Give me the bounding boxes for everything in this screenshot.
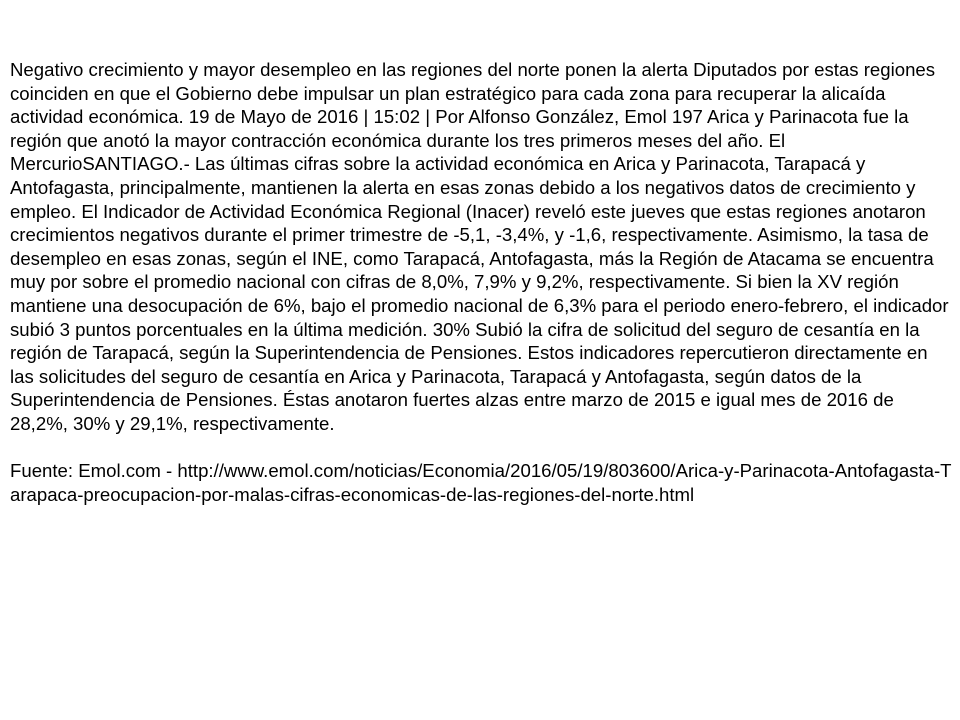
article-paragraph: Negativo crecimiento y mayor desempleo en las regiones del norte ponen la alerta Diputados por estas regiones coinciden en que el Gobierno debe impulsar un plan estratégico para cada zona para recuperar la alicaída actividad económica. 19 de Mayo de 2016 | 15:02 | Por Alfonso González, Emol 197 Arica y Parinacota fue la región que anotó la mayor contracción económica durante los tres primeros meses del año. El MercurioSANTIAGO.- Las últimas cifras sobre la actividad económica en Arica y Parinacota, Tarapacá y Antofagasta, principalmente, mantienen la alerta en esas zonas debido a los negativos datos de crecimiento y empleo. El Indicador de Actividad Económica Regional (Inacer) reveló este jueves que estas regiones anotaron crecimientos negativos durante el primer trimestre de -5,1, -3,4%, y -1,6, respectivamente. Asimismo, la tasa de desempleo en esas zonas, según el INE, como Tarapacá, Antofagasta, más la Región de Atacama se encuentra muy por sobre el promedio nacional con cifras de 8,0%, 7,9% y 9,2%, respectivamente. Si bien la XV región mantiene una desocupación de 6%, bajo el promedio nacional de 6,3% para el periodo enero-febrero, el indicador subió 3 puntos porcentuales en la última medición. 30% Subió la cifra de solicitud del seguro de cesantía en la región de Tarapacá, según la Superintendencia de Pensiones. Estos indicadores repercutieron directamente en las solicitudes del seguro de cesantía en Arica y Parinacota, Tarapacá y Antofagasta, según datos de la Superintendencia de Pensiones. Éstas anotaron fuertes alzas entre marzo de 2015 e igual mes de 2016 de 28,2%, 30% y 29,1%, respectivamente. [10,59,949,434]
source-citation: Fuente: Emol.com - http://www.emol.com/noticias/Economia/2016/05/19/803600/Arica-y-Parinacota-Antofagasta-Tarapaca-preocupacion-por-malas-cifras-economicas-de-las-regiones-del-norte.html [10,460,952,505]
text-body [10,58,955,506]
paragraph-spacer [10,436,955,460]
